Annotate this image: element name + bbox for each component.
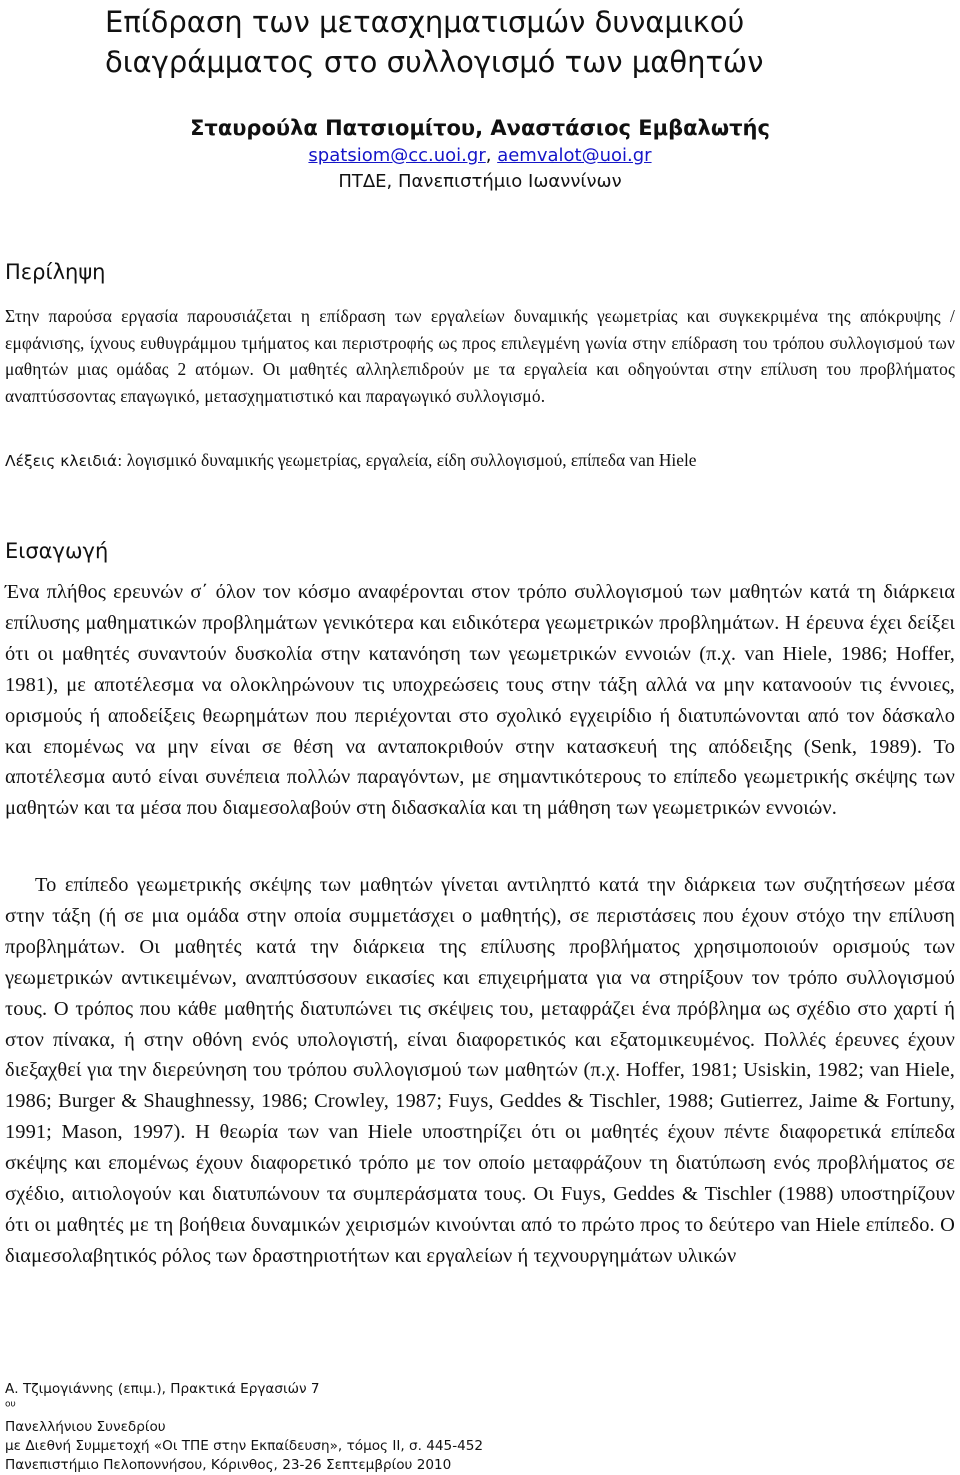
footer-line-1 (5, 1380, 705, 1437)
keywords-label: Λέξεις κλειδιά: (5, 452, 123, 470)
footer-superscript: ου (5, 1399, 16, 1410)
footer-line-3: Πανεπιστήμιο Πελοποννήσου, Κόρινθος, 23-26 Σεπτεμβρίου 2010 (5, 1457, 452, 1473)
abstract-heading: Περίληψη (5, 260, 106, 284)
paper-title-line-2: διαγράμματος στο συλλογισμό των μαθητών (105, 45, 764, 79)
paper-title-line-1: Επίδραση των μετασχηματισμών δυναμικού (105, 5, 745, 39)
introduction-paragraph-2: Το επίπεδο γεωμετρικής σκέψης των μαθητών γίνεται αντιληπτό κατά την διάρκεια των συζητήσεων μέσα στην τάξη (ή σε μια ομάδα στην οποία συμμετάσχει ο μαθητής), σε περιστάσεις που έχουν στόχο την επίλυση προβλημάτων. Οι μαθητές κατά την διάρκεια της επίλυσης προβλήματος χρησιμοποιούν ορισμούς των γεωμετρικών αντικειμένων, αναπτύσσουν εικασίες και επιχειρήματα για να στηρίξουν τον τρόπο συλλογισμού τους. Ο τρόπος που κάθε μαθητής διατυπώνει τις σκέψεις του, μεταφράζει ένα πρόβλημα ως σχέδιο στο χαρτί ή στον πίνακα, ή στην οθόνη ενός υπολογιστή, είναι διαφορετικός και εξατομικευμένος. Πολλές έρευνες έχουν διεξαχθεί για την διερεύνηση του τρόπου συλλογισμού των μαθητών (π.χ. Hoffer, 1981; Usiskin, 1982; van Hiele, 1986; Burger & Shaughnessy, 1986; Crowley, 1987; Fuys, Geddes & Tischler, 1988; Gutierrez, Jaime & Fortuny, 1991; Mason, 1997). Η θεωρία των van Hiele υποστηρίζει ότι οι μαθητές έχουν πέντε διαφορετικά επίπεδα σκέψης και επομένως έχουν διαφορετικό τρόπο με τον οποίο μεταφράζουν τη διατύπωση ενός προβλήματος σε σχέδιο, αιτιολογούν και διατυπώνουν τα συμπεράσματα τους. Οι Fuys, Geddes & Tischler (1988) υποστηρίζουν ότι οι μαθητές με τη βοήθεια δυναμικών χειρισμών κινούνται από το πρώτο προς το δεύτερο van Hiele επίπεδο. Ο διαμεσολαβητικός ρόλος των δραστηριοτήτων και εργαλείων ή τεχνουργημάτων υλικών (5, 874, 955, 1267)
abstract-text: Στην παρούσα εργασία παρουσιάζεται η επίδραση των εργαλείων δυναμικής γεωμετρίας και συγκεκριμένα της απόκρυψης /εμφάνισης, ίχνους ευθυγράμμου τμήματος και περιστροφής ως προς επιλεγμένη γωνία στην επίδραση του τρόπου συλλογισμού των μαθητών μιας ομάδας 2 ατόμων. Οι μαθητές αλληλεπιδρούν με τα εργαλεία και οδηγούνται στην επίλυση του προβλήματος αναπτύσσοντας επαγωγικό, μετασχηματιστικό και παραγωγικό συλλογισμό. (5, 306, 955, 407)
footer-line-1-text: Α. Τζιμογιάννης (επιμ.), Πρακτικά Εργασιών 7 (5, 1381, 320, 1397)
author-affiliation: ΠΤΔΕ, Πανεπιστήμιο Ιωαννίνων (338, 171, 622, 192)
author-names: Σταυρούλα Πατσιομίτου, Αναστάσιος Εμβαλωτής (190, 116, 770, 140)
footer-line-2: με Διεθνή Συμμετοχή «Οι ΤΠΕ στην Εκπαίδευση», τόμος II, σ. 445-452 (5, 1438, 484, 1454)
paper-title (105, 2, 865, 82)
email-link-emvalotis[interactable]: aemvalot@uoi.gr (497, 145, 652, 166)
proceedings-footer (5, 1380, 705, 1475)
footer-line-1-end: Πανελλήνιου Συνεδρίου (5, 1419, 166, 1435)
author-emails (160, 144, 800, 168)
email-separator: , (485, 145, 498, 166)
keywords-text: λογισμικό δυναμικής γεωμετρίας, εργαλεία, είδη συλλογισμού, επίπεδα van Hiele (122, 450, 697, 470)
keywords-line (5, 447, 955, 474)
email-link-patsiomitou[interactable]: spatsiom@cc.uoi.gr (308, 145, 486, 166)
introduction-paragraph-1: Ένα πλήθος ερευνών σ΄ όλον τον κόσμο αναφέρονται στον τρόπο συλλογισμού των μαθητών κατά τη διάρκεια επίλυσης μαθηματικών προβλημάτων γενικότερα και ειδικότερα γεωμετρικών προβλημάτων. Η έρευνα έχει δείξει ότι οι μαθητές συναντούν δυσκολία στην κατανόηση των γεωμετρικών εννοιών (π.χ. van Hiele, 1986; Hoffer, 1981), με αποτέλεσμα να ολοκληρώνουν τις υποχρεώσεις τους στην τάξη αλλά να μην κατανοούν τις έννοιες, ορισμούς ή αποδείξεις θεωρημάτων που περιέχονται στο σχολικό εγχειρίδιο ή διατυπώνονται από τον δάσκαλο και επομένως να μην είναι σε θέση να ανταποκριθούν στην κατασκευή της απόδειξης (Senk, 1989). Το αποτέλεσμα αυτό είναι συνέπεια πολλών παραγόντων, με σημαντικότερους το επίπεδο γεωμετρικής σκέψης των μαθητών και τα μέσα που διαμεσολαβούν στη διδασκαλία και τη μάθηση των γεωμετρικών εννοιών. (5, 581, 955, 820)
introduction-heading: Εισαγωγή (5, 539, 109, 563)
